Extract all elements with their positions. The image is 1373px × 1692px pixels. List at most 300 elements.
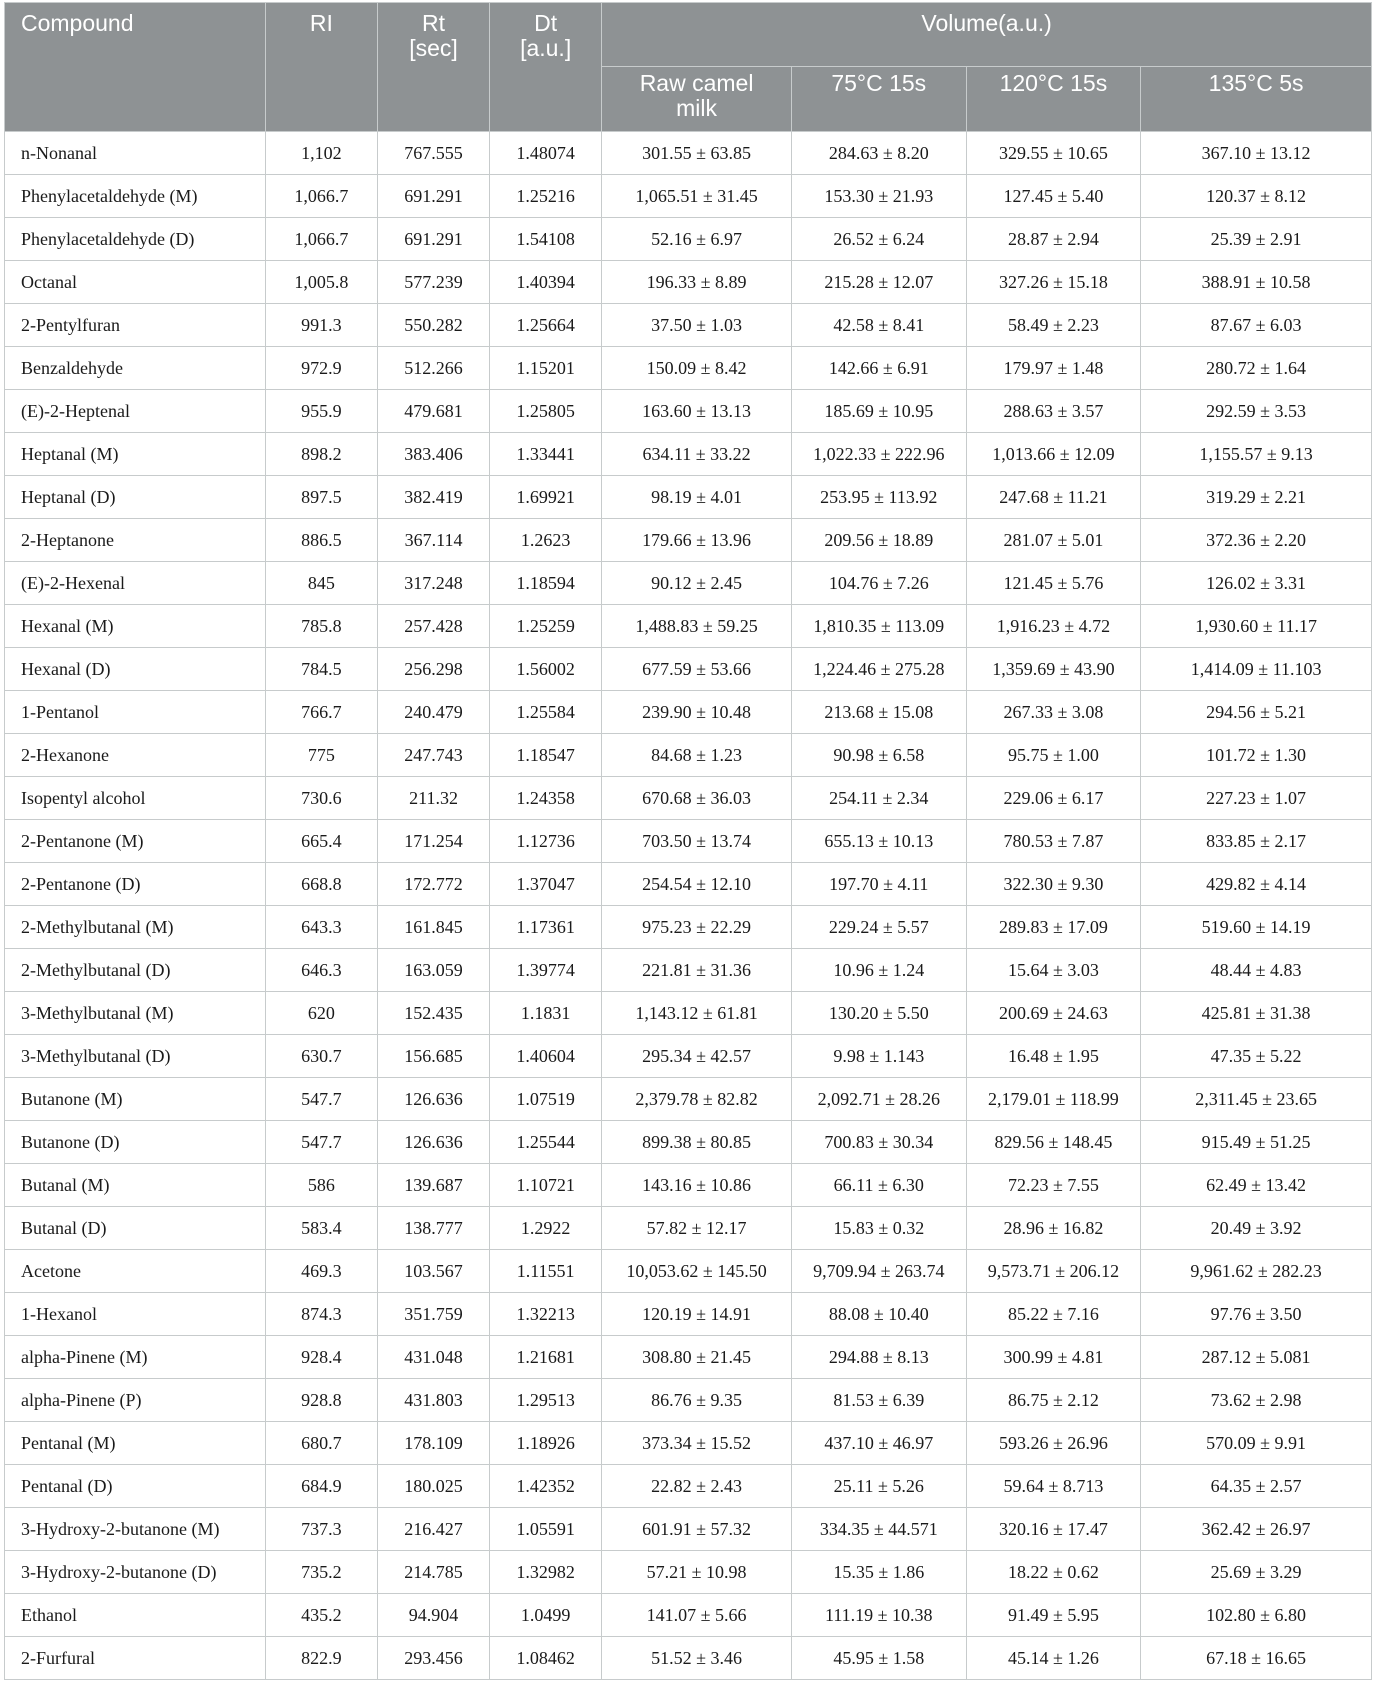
cell-raw-milk: 143.16 ± 10.86 bbox=[602, 1164, 792, 1207]
cell-75c-15s: 15.35 ± 1.86 bbox=[791, 1551, 966, 1594]
table-row bbox=[5, 777, 1372, 820]
cell-75c-15s: 437.10 ± 46.97 bbox=[791, 1422, 966, 1465]
cell-135c-5s: 425.81 ± 31.38 bbox=[1141, 992, 1372, 1035]
cell-compound: Heptanal (D) bbox=[5, 476, 266, 519]
col-header-unit: [sec] bbox=[409, 35, 458, 61]
cell-raw-milk: 677.59 ± 53.66 bbox=[602, 648, 792, 691]
cell-rt: 383.406 bbox=[377, 433, 489, 476]
cell-rt: 256.298 bbox=[377, 648, 489, 691]
cell-raw-milk: 10,053.62 ± 145.50 bbox=[602, 1250, 792, 1293]
table-row bbox=[5, 218, 1372, 261]
cell-rt: 247.743 bbox=[377, 734, 489, 777]
cell-raw-milk: 634.11 ± 33.22 bbox=[602, 433, 792, 476]
cell-75c-15s: 15.83 ± 0.32 bbox=[791, 1207, 966, 1250]
cell-135c-5s: 570.09 ± 9.91 bbox=[1141, 1422, 1372, 1465]
cell-compound: 2-Heptanone bbox=[5, 519, 266, 562]
table-row bbox=[5, 562, 1372, 605]
cell-135c-5s: 292.59 ± 3.53 bbox=[1141, 390, 1372, 433]
col-header-label: Raw camel bbox=[639, 70, 754, 96]
cell-120c-15s: 179.97 ± 1.48 bbox=[966, 347, 1141, 390]
cell-compound: n-Nonanal bbox=[5, 132, 266, 175]
cell-dt: 1.25216 bbox=[490, 175, 602, 218]
col-header-label: RI bbox=[309, 10, 333, 36]
cell-ri: 784.5 bbox=[265, 648, 377, 691]
cell-135c-5s: 372.36 ± 2.20 bbox=[1141, 519, 1372, 562]
cell-135c-5s: 25.69 ± 3.29 bbox=[1141, 1551, 1372, 1594]
cell-ri: 620 bbox=[265, 992, 377, 1035]
col-header-compound bbox=[5, 3, 266, 132]
table-row bbox=[5, 1336, 1372, 1379]
table-row bbox=[5, 433, 1372, 476]
table-row bbox=[5, 519, 1372, 562]
cell-120c-15s: 329.55 ± 10.65 bbox=[966, 132, 1141, 175]
table-row bbox=[5, 1121, 1372, 1164]
cell-dt: 1.10721 bbox=[490, 1164, 602, 1207]
cell-dt: 1.25584 bbox=[490, 691, 602, 734]
cell-rt: 691.291 bbox=[377, 218, 489, 261]
cell-135c-5s: 25.39 ± 2.91 bbox=[1141, 218, 1372, 261]
cell-compound: Heptanal (M) bbox=[5, 433, 266, 476]
cell-rt: 382.419 bbox=[377, 476, 489, 519]
cell-ri: 845 bbox=[265, 562, 377, 605]
cell-120c-15s: 289.83 ± 17.09 bbox=[966, 906, 1141, 949]
table-row bbox=[5, 476, 1372, 519]
cell-compound: Butanone (D) bbox=[5, 1121, 266, 1164]
cell-120c-15s: 200.69 ± 24.63 bbox=[966, 992, 1141, 1035]
cell-dt: 1.25664 bbox=[490, 304, 602, 347]
cell-75c-15s: 213.68 ± 15.08 bbox=[791, 691, 966, 734]
cell-135c-5s: 20.49 ± 3.92 bbox=[1141, 1207, 1372, 1250]
col-header-label: 120°C 15s bbox=[999, 70, 1108, 96]
cell-rt: 211.32 bbox=[377, 777, 489, 820]
cell-rt: 94.904 bbox=[377, 1594, 489, 1637]
cell-75c-15s: 9,709.94 ± 263.74 bbox=[791, 1250, 966, 1293]
cell-135c-5s: 294.56 ± 5.21 bbox=[1141, 691, 1372, 734]
cell-dt: 1.32213 bbox=[490, 1293, 602, 1336]
cell-compound: Phenylacetaldehyde (D) bbox=[5, 218, 266, 261]
cell-dt: 1.40394 bbox=[490, 261, 602, 304]
cell-120c-15s: 95.75 ± 1.00 bbox=[966, 734, 1141, 777]
cell-rt: 512.266 bbox=[377, 347, 489, 390]
cell-compound: 3-Hydroxy-2-butanone (D) bbox=[5, 1551, 266, 1594]
cell-120c-15s: 322.30 ± 9.30 bbox=[966, 863, 1141, 906]
cell-75c-15s: 111.19 ± 10.38 bbox=[791, 1594, 966, 1637]
cell-75c-15s: 66.11 ± 6.30 bbox=[791, 1164, 966, 1207]
cell-120c-15s: 127.45 ± 5.40 bbox=[966, 175, 1141, 218]
cell-rt: 367.114 bbox=[377, 519, 489, 562]
cell-rt: 214.785 bbox=[377, 1551, 489, 1594]
cell-135c-5s: 319.29 ± 2.21 bbox=[1141, 476, 1372, 519]
cell-ri: 469.3 bbox=[265, 1250, 377, 1293]
cell-raw-milk: 51.52 ± 3.46 bbox=[602, 1637, 792, 1680]
cell-rt: 257.428 bbox=[377, 605, 489, 648]
cell-75c-15s: 655.13 ± 10.13 bbox=[791, 820, 966, 863]
cell-135c-5s: 67.18 ± 16.65 bbox=[1141, 1637, 1372, 1680]
cell-raw-milk: 120.19 ± 14.91 bbox=[602, 1293, 792, 1336]
cell-dt: 1.29513 bbox=[490, 1379, 602, 1422]
cell-135c-5s: 1,155.57 ± 9.13 bbox=[1141, 433, 1372, 476]
col-header-rt bbox=[377, 3, 489, 132]
compound-volume-table bbox=[4, 2, 1372, 1680]
cell-75c-15s: 2,092.71 ± 28.26 bbox=[791, 1078, 966, 1121]
cell-dt: 1.08462 bbox=[490, 1637, 602, 1680]
cell-rt: 103.567 bbox=[377, 1250, 489, 1293]
cell-rt: 126.636 bbox=[377, 1078, 489, 1121]
cell-ri: 665.4 bbox=[265, 820, 377, 863]
cell-75c-15s: 1,022.33 ± 222.96 bbox=[791, 433, 966, 476]
cell-compound: Butanal (D) bbox=[5, 1207, 266, 1250]
cell-ri: 684.9 bbox=[265, 1465, 377, 1508]
cell-75c-15s: 1,224.46 ± 275.28 bbox=[791, 648, 966, 691]
cell-raw-milk: 57.21 ± 10.98 bbox=[602, 1551, 792, 1594]
table-row bbox=[5, 1551, 1372, 1594]
cell-120c-15s: 16.48 ± 1.95 bbox=[966, 1035, 1141, 1078]
cell-120c-15s: 300.99 ± 4.81 bbox=[966, 1336, 1141, 1379]
col-header-label: Compound bbox=[21, 10, 134, 36]
cell-compound: 2-Hexanone bbox=[5, 734, 266, 777]
cell-120c-15s: 267.33 ± 3.08 bbox=[966, 691, 1141, 734]
cell-ri: 583.4 bbox=[265, 1207, 377, 1250]
cell-dt: 1.11551 bbox=[490, 1250, 602, 1293]
cell-rt: 126.636 bbox=[377, 1121, 489, 1164]
cell-dt: 1.25259 bbox=[490, 605, 602, 648]
cell-75c-15s: 700.83 ± 30.34 bbox=[791, 1121, 966, 1164]
cell-75c-15s: 45.95 ± 1.58 bbox=[791, 1637, 966, 1680]
table-row bbox=[5, 175, 1372, 218]
cell-ri: 785.8 bbox=[265, 605, 377, 648]
cell-compound: 2-Pentanone (M) bbox=[5, 820, 266, 863]
cell-compound: Isopentyl alcohol bbox=[5, 777, 266, 820]
cell-compound: 2-Methylbutanal (D) bbox=[5, 949, 266, 992]
cell-75c-15s: 10.96 ± 1.24 bbox=[791, 949, 966, 992]
cell-dt: 1.18547 bbox=[490, 734, 602, 777]
cell-135c-5s: 2,311.45 ± 23.65 bbox=[1141, 1078, 1372, 1121]
cell-raw-milk: 37.50 ± 1.03 bbox=[602, 304, 792, 347]
cell-ri: 898.2 bbox=[265, 433, 377, 476]
table-row bbox=[5, 261, 1372, 304]
cell-120c-15s: 320.16 ± 17.47 bbox=[966, 1508, 1141, 1551]
cell-ri: 1,066.7 bbox=[265, 218, 377, 261]
cell-75c-15s: 81.53 ± 6.39 bbox=[791, 1379, 966, 1422]
cell-dt: 1.69921 bbox=[490, 476, 602, 519]
cell-75c-15s: 185.69 ± 10.95 bbox=[791, 390, 966, 433]
cell-compound: 1-Pentanol bbox=[5, 691, 266, 734]
cell-compound: alpha-Pinene (P) bbox=[5, 1379, 266, 1422]
cell-rt: 577.239 bbox=[377, 261, 489, 304]
cell-75c-15s: 26.52 ± 6.24 bbox=[791, 218, 966, 261]
cell-120c-15s: 59.64 ± 8.713 bbox=[966, 1465, 1141, 1508]
cell-120c-15s: 288.63 ± 3.57 bbox=[966, 390, 1141, 433]
col-header-label: Volume(a.u.) bbox=[921, 10, 1052, 36]
cell-75c-15s: 88.08 ± 10.40 bbox=[791, 1293, 966, 1336]
cell-120c-15s: 593.26 ± 26.96 bbox=[966, 1422, 1141, 1465]
table-row bbox=[5, 906, 1372, 949]
cell-raw-milk: 52.16 ± 6.97 bbox=[602, 218, 792, 261]
cell-75c-15s: 334.35 ± 44.571 bbox=[791, 1508, 966, 1551]
cell-135c-5s: 87.67 ± 6.03 bbox=[1141, 304, 1372, 347]
cell-120c-15s: 121.45 ± 5.76 bbox=[966, 562, 1141, 605]
cell-135c-5s: 227.23 ± 1.07 bbox=[1141, 777, 1372, 820]
cell-75c-15s: 153.30 ± 21.93 bbox=[791, 175, 966, 218]
col-header-label: Rt bbox=[422, 10, 446, 36]
col-header-ri bbox=[265, 3, 377, 132]
cell-75c-15s: 215.28 ± 12.07 bbox=[791, 261, 966, 304]
cell-120c-15s: 91.49 ± 5.95 bbox=[966, 1594, 1141, 1637]
cell-raw-milk: 163.60 ± 13.13 bbox=[602, 390, 792, 433]
cell-raw-milk: 90.12 ± 2.45 bbox=[602, 562, 792, 605]
cell-raw-milk: 373.34 ± 15.52 bbox=[602, 1422, 792, 1465]
table-row bbox=[5, 304, 1372, 347]
cell-dt: 1.0499 bbox=[490, 1594, 602, 1637]
cell-rt: 172.772 bbox=[377, 863, 489, 906]
cell-compound: Phenylacetaldehyde (M) bbox=[5, 175, 266, 218]
cell-rt: 180.025 bbox=[377, 1465, 489, 1508]
cell-raw-milk: 221.81 ± 31.36 bbox=[602, 949, 792, 992]
cell-75c-15s: 284.63 ± 8.20 bbox=[791, 132, 966, 175]
cell-75c-15s: 254.11 ± 2.34 bbox=[791, 777, 966, 820]
cell-dt: 1.15201 bbox=[490, 347, 602, 390]
cell-135c-5s: 47.35 ± 5.22 bbox=[1141, 1035, 1372, 1078]
cell-120c-15s: 45.14 ± 1.26 bbox=[966, 1637, 1141, 1680]
cell-raw-milk: 670.68 ± 36.03 bbox=[602, 777, 792, 820]
cell-raw-milk: 2,379.78 ± 82.82 bbox=[602, 1078, 792, 1121]
cell-ri: 897.5 bbox=[265, 476, 377, 519]
cell-120c-15s: 281.07 ± 5.01 bbox=[966, 519, 1141, 562]
header-row bbox=[5, 3, 1372, 67]
cell-raw-milk: 98.19 ± 4.01 bbox=[602, 476, 792, 519]
cell-rt: 431.048 bbox=[377, 1336, 489, 1379]
cell-raw-milk: 179.66 ± 13.96 bbox=[602, 519, 792, 562]
cell-rt: 139.687 bbox=[377, 1164, 489, 1207]
cell-135c-5s: 101.72 ± 1.30 bbox=[1141, 734, 1372, 777]
cell-rt: 691.291 bbox=[377, 175, 489, 218]
table-row bbox=[5, 1035, 1372, 1078]
cell-raw-milk: 57.82 ± 12.17 bbox=[602, 1207, 792, 1250]
cell-dt: 1.12736 bbox=[490, 820, 602, 863]
cell-raw-milk: 703.50 ± 13.74 bbox=[602, 820, 792, 863]
cell-135c-5s: 97.76 ± 3.50 bbox=[1141, 1293, 1372, 1336]
cell-75c-15s: 130.20 ± 5.50 bbox=[791, 992, 966, 1035]
table-row bbox=[5, 1207, 1372, 1250]
cell-rt: 240.479 bbox=[377, 691, 489, 734]
cell-rt: 161.845 bbox=[377, 906, 489, 949]
cell-rt: 767.555 bbox=[377, 132, 489, 175]
cell-75c-15s: 42.58 ± 8.41 bbox=[791, 304, 966, 347]
cell-120c-15s: 780.53 ± 7.87 bbox=[966, 820, 1141, 863]
cell-compound: 2-Methylbutanal (M) bbox=[5, 906, 266, 949]
cell-75c-15s: 104.76 ± 7.26 bbox=[791, 562, 966, 605]
cell-dt: 1.32982 bbox=[490, 1551, 602, 1594]
table-row bbox=[5, 1594, 1372, 1637]
cell-75c-15s: 294.88 ± 8.13 bbox=[791, 1336, 966, 1379]
cell-compound: 3-Methylbutanal (D) bbox=[5, 1035, 266, 1078]
cell-dt: 1.54108 bbox=[490, 218, 602, 261]
cell-dt: 1.05591 bbox=[490, 1508, 602, 1551]
col-header-dt bbox=[490, 3, 602, 132]
cell-rt: 178.109 bbox=[377, 1422, 489, 1465]
cell-135c-5s: 388.91 ± 10.58 bbox=[1141, 261, 1372, 304]
cell-compound: Benzaldehyde bbox=[5, 347, 266, 390]
cell-120c-15s: 15.64 ± 3.03 bbox=[966, 949, 1141, 992]
cell-120c-15s: 18.22 ± 0.62 bbox=[966, 1551, 1141, 1594]
cell-135c-5s: 915.49 ± 51.25 bbox=[1141, 1121, 1372, 1164]
cell-75c-15s: 197.70 ± 4.11 bbox=[791, 863, 966, 906]
cell-compound: 2-Furfural bbox=[5, 1637, 266, 1680]
cell-135c-5s: 833.85 ± 2.17 bbox=[1141, 820, 1372, 863]
col-header-75c-15s bbox=[791, 67, 966, 132]
cell-rt: 138.777 bbox=[377, 1207, 489, 1250]
cell-120c-15s: 58.49 ± 2.23 bbox=[966, 304, 1141, 347]
col-header-raw-milk bbox=[602, 67, 792, 132]
cell-135c-5s: 1,414.09 ± 11.103 bbox=[1141, 648, 1372, 691]
cell-120c-15s: 829.56 ± 148.45 bbox=[966, 1121, 1141, 1164]
cell-raw-milk: 295.34 ± 42.57 bbox=[602, 1035, 792, 1078]
cell-ri: 735.2 bbox=[265, 1551, 377, 1594]
cell-ri: 680.7 bbox=[265, 1422, 377, 1465]
table-row bbox=[5, 1508, 1372, 1551]
cell-ri: 643.3 bbox=[265, 906, 377, 949]
cell-135c-5s: 102.80 ± 6.80 bbox=[1141, 1594, 1372, 1637]
cell-compound: Octanal bbox=[5, 261, 266, 304]
cell-120c-15s: 1,013.66 ± 12.09 bbox=[966, 433, 1141, 476]
cell-rt: 216.427 bbox=[377, 1508, 489, 1551]
cell-75c-15s: 25.11 ± 5.26 bbox=[791, 1465, 966, 1508]
cell-raw-milk: 975.23 ± 22.29 bbox=[602, 906, 792, 949]
table-row bbox=[5, 863, 1372, 906]
cell-compound: Acetone bbox=[5, 1250, 266, 1293]
table-row bbox=[5, 605, 1372, 648]
cell-raw-milk: 601.91 ± 57.32 bbox=[602, 1508, 792, 1551]
cell-ri: 547.7 bbox=[265, 1121, 377, 1164]
cell-ri: 630.7 bbox=[265, 1035, 377, 1078]
cell-ri: 1,066.7 bbox=[265, 175, 377, 218]
table-row bbox=[5, 1465, 1372, 1508]
cell-120c-15s: 1,916.23 ± 4.72 bbox=[966, 605, 1141, 648]
table-row bbox=[5, 1422, 1372, 1465]
cell-120c-15s: 327.26 ± 15.18 bbox=[966, 261, 1141, 304]
cell-dt: 1.56002 bbox=[490, 648, 602, 691]
table-row bbox=[5, 992, 1372, 1035]
cell-120c-15s: 72.23 ± 7.55 bbox=[966, 1164, 1141, 1207]
cell-compound: Hexanal (M) bbox=[5, 605, 266, 648]
cell-75c-15s: 1,810.35 ± 113.09 bbox=[791, 605, 966, 648]
table-row bbox=[5, 1293, 1372, 1336]
col-header-135c-5s bbox=[1141, 67, 1372, 132]
cell-ri: 766.7 bbox=[265, 691, 377, 734]
cell-135c-5s: 362.42 ± 26.97 bbox=[1141, 1508, 1372, 1551]
cell-raw-milk: 301.55 ± 63.85 bbox=[602, 132, 792, 175]
cell-dt: 1.1831 bbox=[490, 992, 602, 1035]
cell-dt: 1.24358 bbox=[490, 777, 602, 820]
cell-raw-milk: 150.09 ± 8.42 bbox=[602, 347, 792, 390]
cell-135c-5s: 367.10 ± 13.12 bbox=[1141, 132, 1372, 175]
cell-ri: 1,005.8 bbox=[265, 261, 377, 304]
table-row bbox=[5, 949, 1372, 992]
table-row bbox=[5, 390, 1372, 433]
cell-raw-milk: 84.68 ± 1.23 bbox=[602, 734, 792, 777]
cell-75c-15s: 9.98 ± 1.143 bbox=[791, 1035, 966, 1078]
cell-ri: 928.8 bbox=[265, 1379, 377, 1422]
cell-compound: 2-Pentylfuran bbox=[5, 304, 266, 347]
cell-135c-5s: 48.44 ± 4.83 bbox=[1141, 949, 1372, 992]
cell-compound: 2-Pentanone (D) bbox=[5, 863, 266, 906]
table-row bbox=[5, 1379, 1372, 1422]
table-row bbox=[5, 1078, 1372, 1121]
table-row bbox=[5, 1250, 1372, 1293]
cell-135c-5s: 73.62 ± 2.98 bbox=[1141, 1379, 1372, 1422]
cell-135c-5s: 64.35 ± 2.57 bbox=[1141, 1465, 1372, 1508]
table-row bbox=[5, 648, 1372, 691]
cell-ri: 737.3 bbox=[265, 1508, 377, 1551]
cell-dt: 1.07519 bbox=[490, 1078, 602, 1121]
cell-dt: 1.21681 bbox=[490, 1336, 602, 1379]
cell-ri: 435.2 bbox=[265, 1594, 377, 1637]
cell-ri: 1,102 bbox=[265, 132, 377, 175]
cell-135c-5s: 429.82 ± 4.14 bbox=[1141, 863, 1372, 906]
table-row bbox=[5, 132, 1372, 175]
cell-compound: Pentanal (M) bbox=[5, 1422, 266, 1465]
cell-compound: (E)-2-Hexenal bbox=[5, 562, 266, 605]
cell-compound: 1-Hexanol bbox=[5, 1293, 266, 1336]
cell-rt: 431.803 bbox=[377, 1379, 489, 1422]
cell-120c-15s: 1,359.69 ± 43.90 bbox=[966, 648, 1141, 691]
cell-75c-15s: 142.66 ± 6.91 bbox=[791, 347, 966, 390]
cell-raw-milk: 1,488.83 ± 59.25 bbox=[602, 605, 792, 648]
col-header-label: 75°C 15s bbox=[831, 70, 927, 96]
cell-120c-15s: 229.06 ± 6.17 bbox=[966, 777, 1141, 820]
cell-ri: 547.7 bbox=[265, 1078, 377, 1121]
cell-compound: Butanone (M) bbox=[5, 1078, 266, 1121]
cell-dt: 1.25544 bbox=[490, 1121, 602, 1164]
cell-135c-5s: 62.49 ± 13.42 bbox=[1141, 1164, 1372, 1207]
cell-ri: 991.3 bbox=[265, 304, 377, 347]
cell-120c-15s: 9,573.71 ± 206.12 bbox=[966, 1250, 1141, 1293]
cell-75c-15s: 229.24 ± 5.57 bbox=[791, 906, 966, 949]
cell-75c-15s: 90.98 ± 6.58 bbox=[791, 734, 966, 777]
cell-ri: 928.4 bbox=[265, 1336, 377, 1379]
col-header-label: 135°C 5s bbox=[1208, 70, 1304, 96]
cell-dt: 1.42352 bbox=[490, 1465, 602, 1508]
col-header-120c-15s bbox=[966, 67, 1141, 132]
cell-raw-milk: 196.33 ± 8.89 bbox=[602, 261, 792, 304]
col-header-volume bbox=[602, 3, 1372, 67]
cell-raw-milk: 1,143.12 ± 61.81 bbox=[602, 992, 792, 1035]
cell-75c-15s: 253.95 ± 113.92 bbox=[791, 476, 966, 519]
cell-135c-5s: 519.60 ± 14.19 bbox=[1141, 906, 1372, 949]
cell-ri: 586 bbox=[265, 1164, 377, 1207]
cell-rt: 171.254 bbox=[377, 820, 489, 863]
cell-ri: 730.6 bbox=[265, 777, 377, 820]
cell-135c-5s: 120.37 ± 8.12 bbox=[1141, 175, 1372, 218]
table-row bbox=[5, 1164, 1372, 1207]
cell-dt: 1.18594 bbox=[490, 562, 602, 605]
cell-ri: 646.3 bbox=[265, 949, 377, 992]
cell-120c-15s: 86.75 ± 2.12 bbox=[966, 1379, 1141, 1422]
cell-raw-milk: 899.38 ± 80.85 bbox=[602, 1121, 792, 1164]
cell-dt: 1.33441 bbox=[490, 433, 602, 476]
cell-120c-15s: 28.96 ± 16.82 bbox=[966, 1207, 1141, 1250]
cell-compound: Butanal (M) bbox=[5, 1164, 266, 1207]
cell-ri: 775 bbox=[265, 734, 377, 777]
cell-rt: 156.685 bbox=[377, 1035, 489, 1078]
table-row bbox=[5, 820, 1372, 863]
cell-dt: 1.17361 bbox=[490, 906, 602, 949]
cell-dt: 1.2623 bbox=[490, 519, 602, 562]
cell-ri: 668.8 bbox=[265, 863, 377, 906]
cell-dt: 1.37047 bbox=[490, 863, 602, 906]
table-row bbox=[5, 1637, 1372, 1680]
cell-135c-5s: 1,930.60 ± 11.17 bbox=[1141, 605, 1372, 648]
